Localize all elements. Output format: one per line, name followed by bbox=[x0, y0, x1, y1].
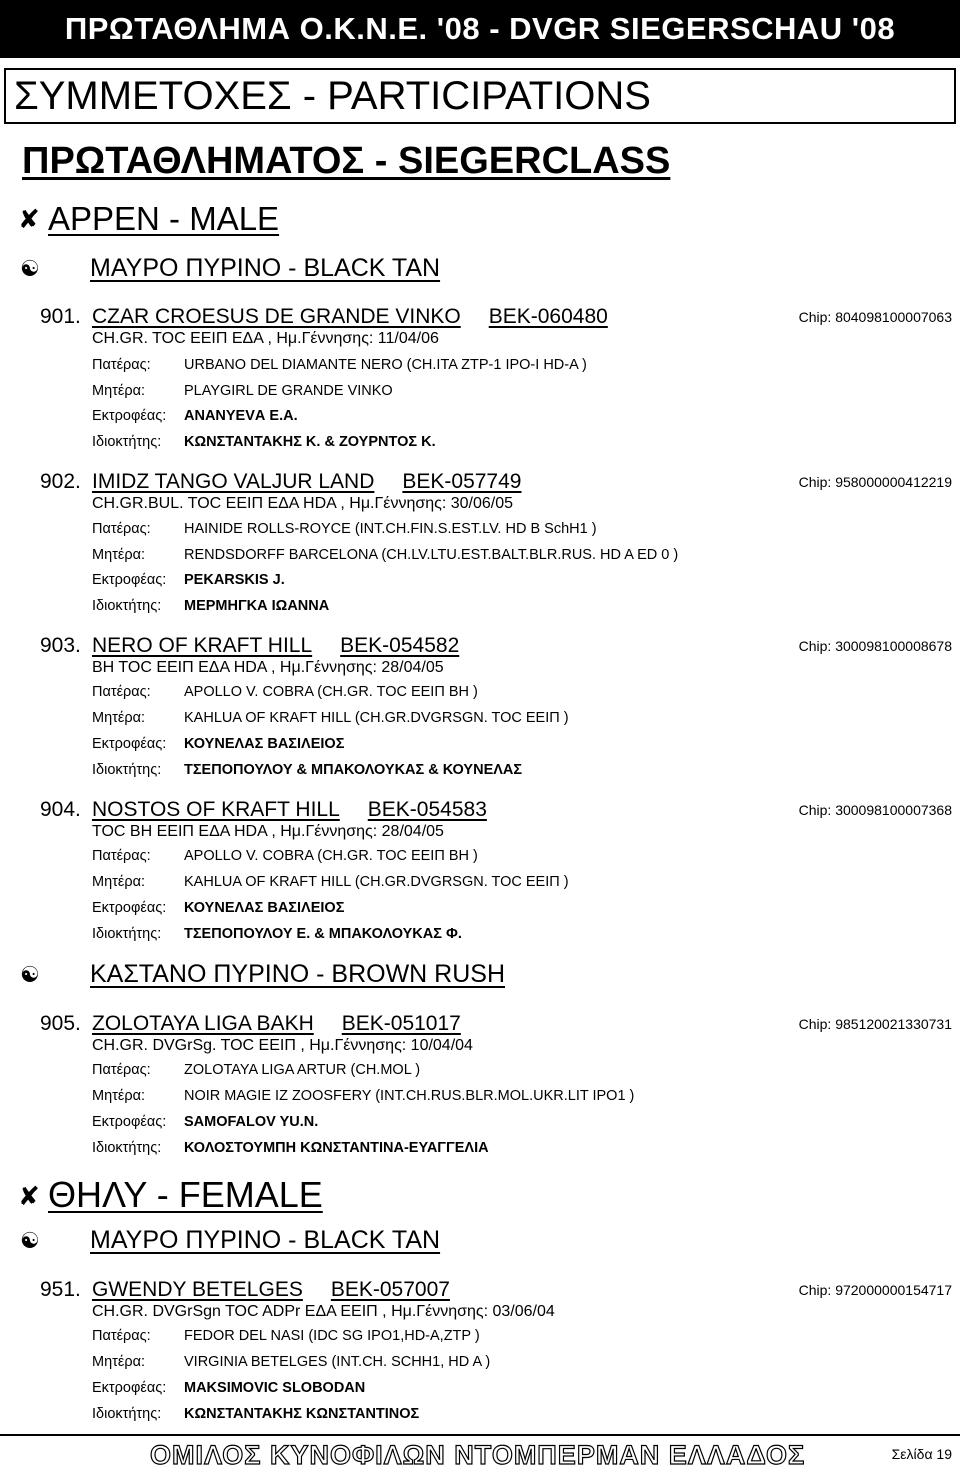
yin-yang-icon: ☯ bbox=[20, 962, 40, 987]
sire-row: Πατέρας: FEDOR DEL NASI (IDC SG IPO1,HD-A,ZTP ) bbox=[92, 1328, 480, 1344]
page-footer bbox=[0, 1434, 960, 1471]
sex-heading-female: ✘ ΘΗΛΥ - FEMALE bbox=[18, 1174, 323, 1215]
breeder-row: Εκτροφέας: MAKSIMOVIC SLOBODAN bbox=[92, 1380, 366, 1396]
entry-header: 904. NOSTOS OF KRAFT HILL BEK-054583 bbox=[40, 798, 487, 821]
entry-header: 901. CZAR CROESUS DE GRANDE VINKO BEK-060480 bbox=[40, 305, 608, 328]
sire-row: Πατέρας: HAINIDE ROLLS-ROYCE (INT.CH.FIN.S.EST.LV. HD B SchH1 ) bbox=[92, 521, 597, 537]
cross-mark-icon: ✘ bbox=[18, 1181, 40, 1211]
color-heading-black-tan-female: ☯ ΜΑΥΡΟ ΠΥΡΙΝΟ - BLACK TAN bbox=[20, 1226, 441, 1254]
dam-row: Μητέρα: KAHLUA OF KRAFT HILL (CH.GR.DVGRSGN. TOC ΕΕΙΠ ) bbox=[92, 874, 569, 890]
page-banner: ΠΡΩΤΑΘΛΗΜΑ Ο.Κ.Ν.Ε. '08 - DVGR SIEGERSCHAU '08 bbox=[0, 0, 960, 58]
color-heading-black-tan: ☯ ΜΑΥΡΟ ΠΥΡΙΝΟ - BLACK TAN bbox=[20, 254, 441, 282]
yin-yang-icon: ☯ bbox=[20, 1228, 40, 1253]
dam-row: Μητέρα: RENDSDORFF BARCELONA (CH.LV.LTU.EST.BALT.BLR.RUS. HD A ED 0 ) bbox=[92, 547, 679, 563]
owner-row: Ιδιοκτήτης: ΚΩΝΣΤΑΝΤΑΚΗΣ ΚΩΝΣΤΑΝΤΙΝΟΣ bbox=[92, 1406, 420, 1422]
owner-row: Ιδιοκτήτης: ΜΕΡΜΗΓΚΑ ΙΩΑΝΝΑ bbox=[92, 598, 330, 614]
dam-row: Μητέρα: PLAYGIRL DE GRANDE VINKO bbox=[92, 383, 393, 399]
sex-heading-male: ✘ ΑΡΡΕΝ - MALE bbox=[18, 200, 280, 237]
breeder-row: Εκτροφέας: SAMOFALOV YU.N. bbox=[92, 1114, 319, 1130]
titles-birthdate: BH TOC ΕΕΙΠ ΕΔΑ HDA , Ημ.Γέννησης: 28/04/05 bbox=[92, 659, 444, 676]
owner-row: Ιδιοκτήτης: ΤΣΕΠΟΠΟΥΛΟΥ & ΜΠΑΚΟΛΟΥΚΑΣ & ΚΟΥΝΕΛΑΣ bbox=[92, 762, 523, 778]
entry-header: 903. NERO OF KRAFT HILL BEK-054582 bbox=[40, 634, 460, 657]
color-heading-brown-rush: ☯ ΚΑΣΤΑΝΟ ΠΥΡΙΝΟ - BROWN RUSH bbox=[20, 960, 506, 988]
dam-row: Μητέρα: KAHLUA OF KRAFT HILL (CH.GR.DVGRSGN. TOC ΕΕΙΠ ) bbox=[92, 710, 569, 726]
page-number: Σελίδα 19 bbox=[891, 1446, 952, 1462]
breeder-row: Εκτροφέας: ΚΟΥΝΕΛΑΣ ΒΑΣΙΛΕΙΟΣ bbox=[92, 736, 345, 752]
club-name: ΟΜΙΛΟΣ ΚΥΝΟΦΙΛΩΝ ΝΤΟΜΠΕΡΜΑΝ ΕΛΛΑΔΟΣ bbox=[150, 1440, 806, 1470]
breeder-row: Εκτροφέας: ΑΝΑΝΥΕVΑ Ε.Α. bbox=[92, 408, 298, 424]
sire-row: Πατέρας: URBANO DEL DIAMANTE NERO (CH.ITA ZTP-1 IPO-I HD-A ) bbox=[92, 357, 587, 373]
chip-number: Chip: 985120021330731 bbox=[798, 1016, 952, 1032]
titles-birthdate: CH.GR. DVGrSgn TOC ADPr ΕΔΑ ΕΕΙΠ , Ημ.Γέννησης: 03/06/04 bbox=[92, 1303, 555, 1320]
breeder-row: Εκτροφέας: PEKARSKIS J. bbox=[92, 572, 285, 588]
sire-row: Πατέρας: APOLLO V. COBRA (CH.GR. TOC ΕΕΙΠ BH ) bbox=[92, 684, 478, 700]
breeder-row: Εκτροφέας: ΚΟΥΝΕΛΑΣ ΒΑΣΙΛΕΙΟΣ bbox=[92, 900, 345, 916]
titles-birthdate: CH.GR. TOC ΕΕΙΠ ΕΔΑ , Ημ.Γέννησης: 11/04/06 bbox=[92, 330, 439, 347]
cross-mark-icon: ✘ bbox=[18, 204, 40, 234]
titles-birthdate: CH.GR. DVGrSg. TOC ΕΕΙΠ , Ημ.Γέννησης: 10/04/04 bbox=[92, 1037, 473, 1054]
chip-number: Chip: 958000000412219 bbox=[798, 474, 952, 490]
participations-heading: ΣΥΜΜΕΤΟΧΕΣ - PARTICIPATIONS bbox=[4, 68, 956, 124]
chip-number: Chip: 300098100007368 bbox=[798, 802, 952, 818]
dam-row: Μητέρα: NOIR MAGIE IZ ZOOSFERY (INT.CH.RUS.BLR.MOL.UKR.LIT IPO1 ) bbox=[92, 1088, 635, 1104]
sire-row: Πατέρας: APOLLO V. COBRA (CH.GR. TOC ΕΕΙΠ BH ) bbox=[92, 848, 478, 864]
sire-row: Πατέρας: ZOLOTAYA LIGA ARTUR (CH.MOL ) bbox=[92, 1062, 421, 1078]
chip-number: Chip: 804098100007063 bbox=[798, 309, 952, 325]
yin-yang-icon: ☯ bbox=[20, 256, 40, 281]
entry-header: 902. IMIDZ TANGO VALJUR LAND BEK-057749 bbox=[40, 470, 522, 493]
entry-header: 951. GWENDY BETELGES BEK-057007 bbox=[40, 1278, 450, 1301]
chip-number: Chip: 972000000154717 bbox=[798, 1282, 952, 1298]
titles-birthdate: CH.GR.BUL. TOC ΕΕΙΠ ΕΔΑ HDA , Ημ.Γέννησης: 30/06/05 bbox=[92, 495, 513, 512]
chip-number: Chip: 300098100008678 bbox=[798, 638, 952, 654]
owner-row: Ιδιοκτήτης: ΤΣΕΠΟΠΟΥΛΟΥ Ε. & ΜΠΑΚΟΛΟΥΚΑΣ Φ. bbox=[92, 926, 462, 942]
owner-row: Ιδιοκτήτης: ΚΩΝΣΤΑΝΤΑΚΗΣ Κ. & ΖΟΥΡΝΤΟΣ Κ. bbox=[92, 434, 436, 450]
entry-header: 905. ZOLOTAYA LIGA BAKH BEK-051017 bbox=[40, 1012, 461, 1035]
owner-row: Ιδιοκτήτης: ΚΟΛΟΣΤΟΥΜΠΗ ΚΩΝΣΤΑΝΤΙΝΑ-ΕΥΑΓΓΕΛΙΑ bbox=[92, 1140, 489, 1156]
titles-birthdate: TOC BH ΕΕΙΠ ΕΔΑ HDA , Ημ.Γέννησης: 28/04/05 bbox=[92, 823, 444, 840]
class-title: ΠΡΩΤΑΘΛΗΜΑΤΟΣ - SIEGERCLASS bbox=[22, 140, 671, 182]
dam-row: Μητέρα: VIRGINIA BETELGES (INT.CH. SCHH1, HD A ) bbox=[92, 1354, 491, 1370]
